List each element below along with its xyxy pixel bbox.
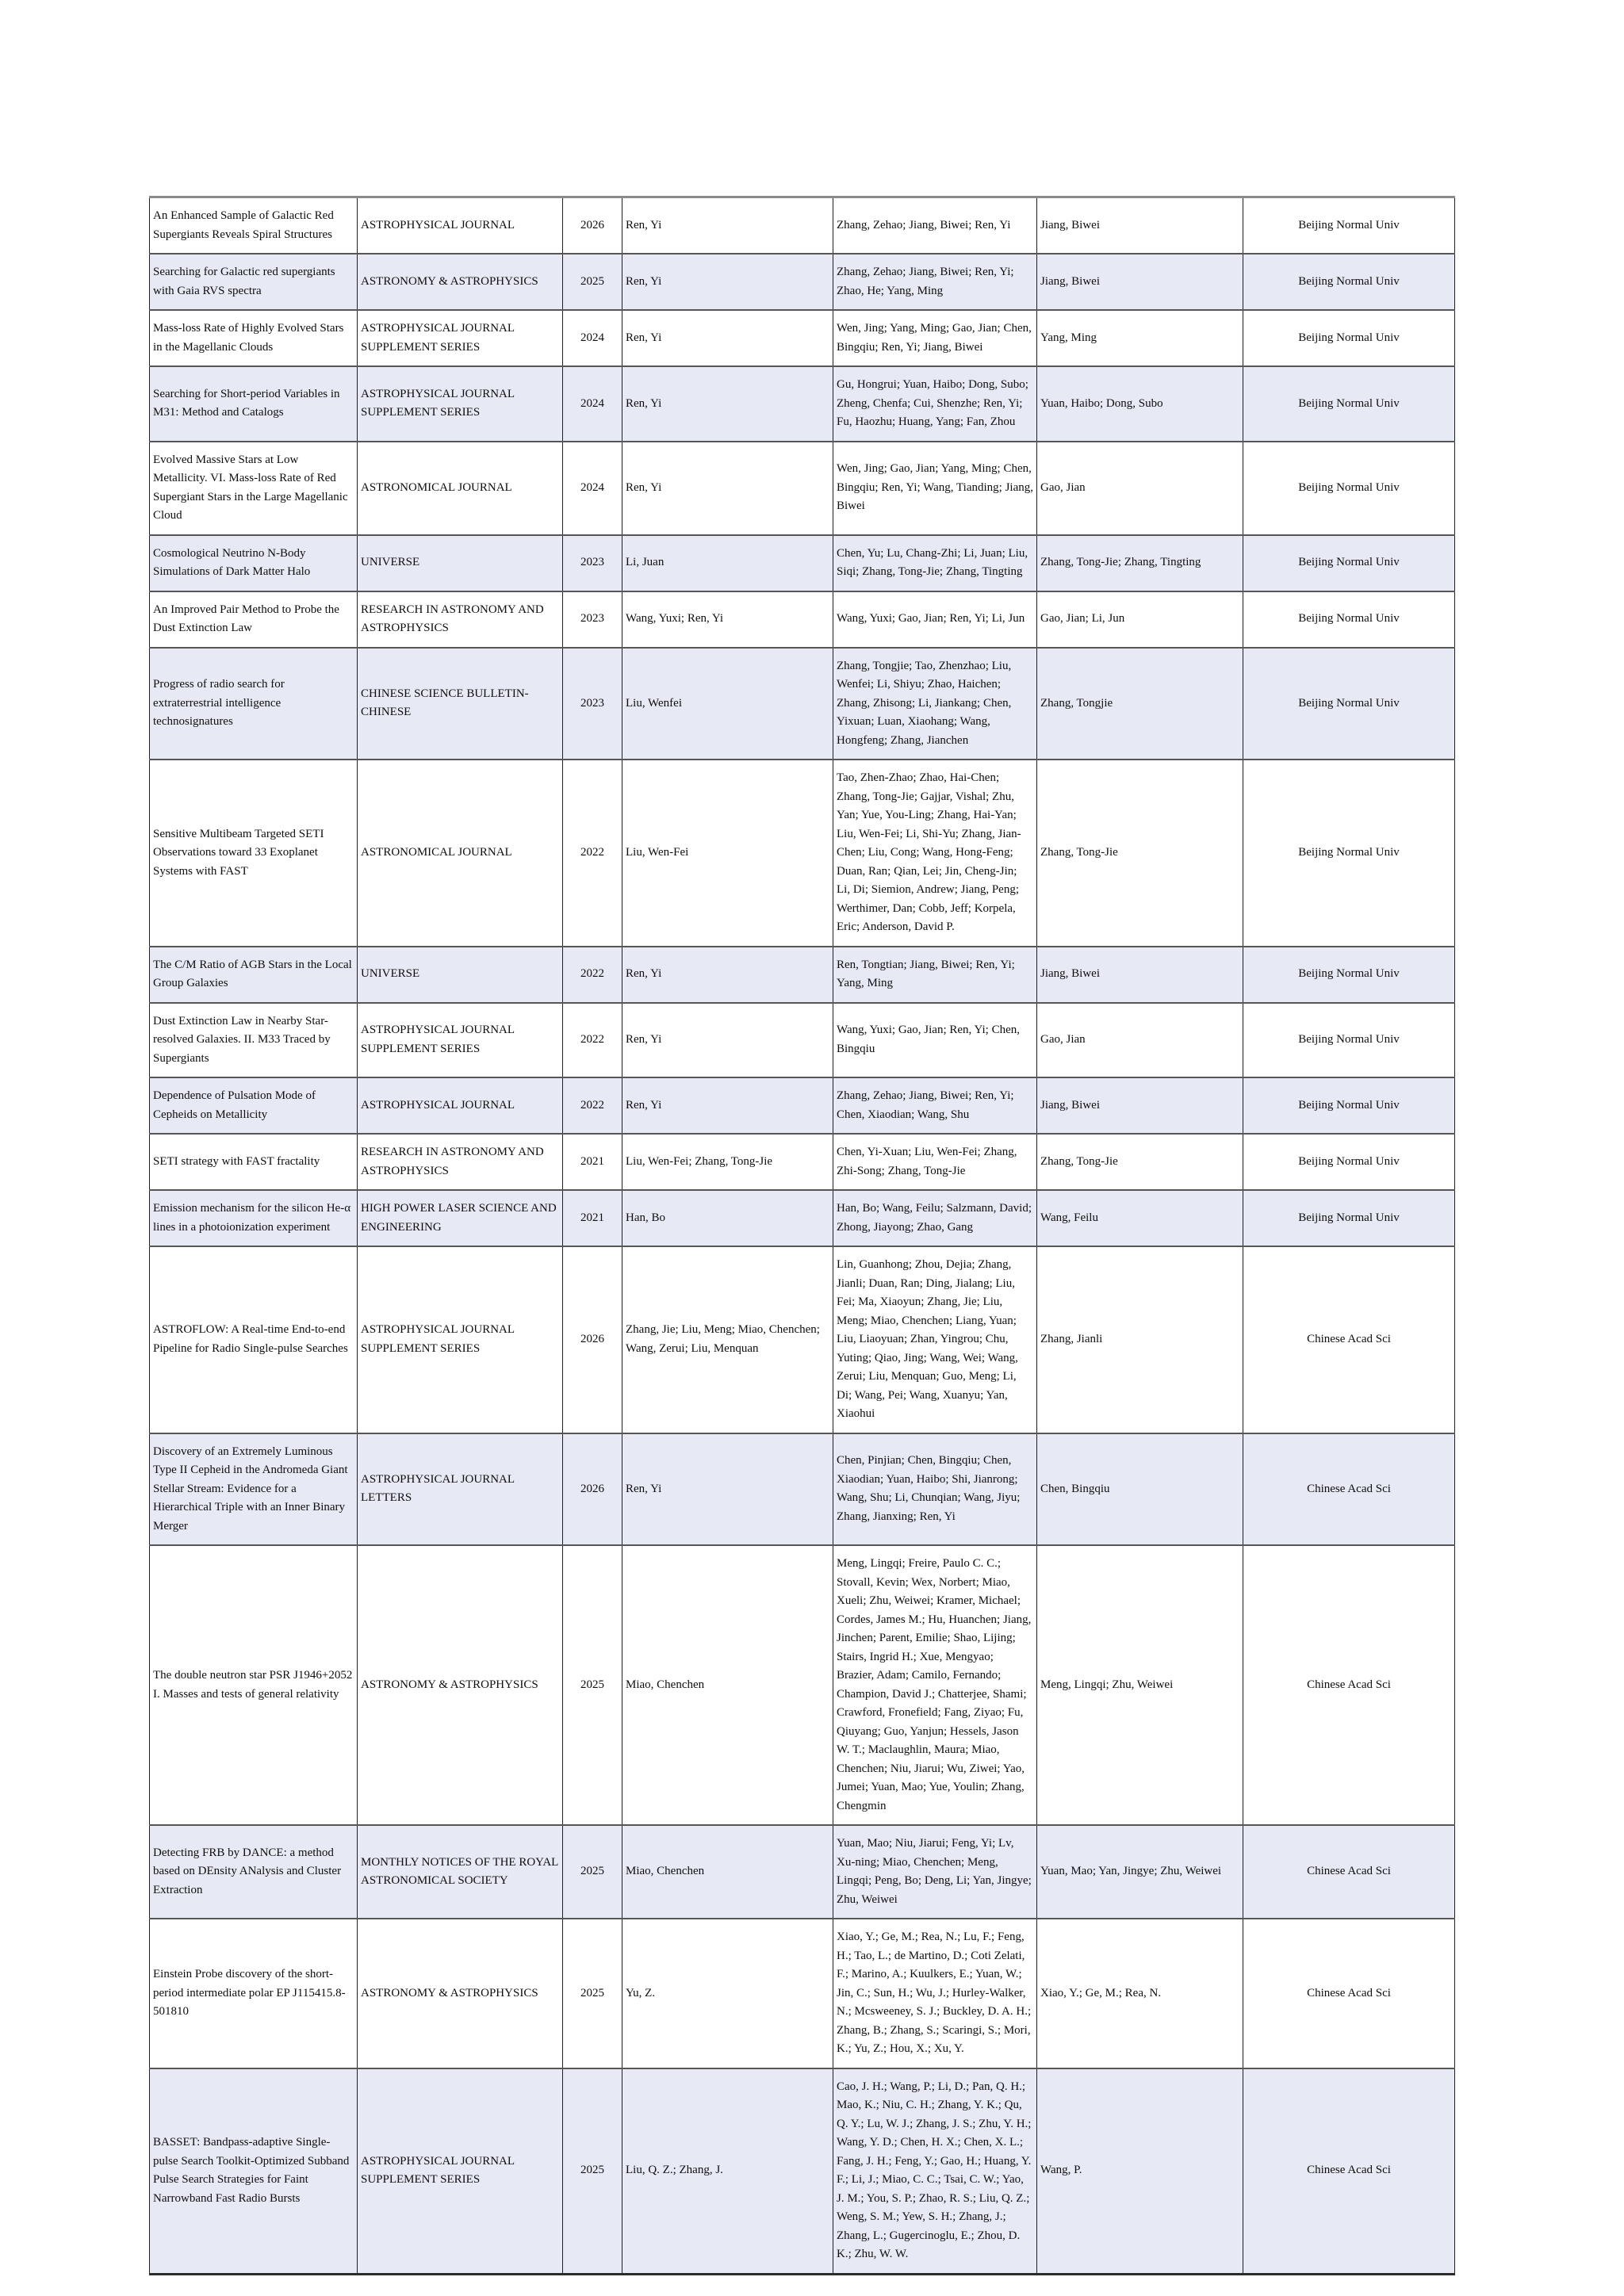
corresponding-authors-cell: Yuan, Haibo; Dong, Subo [1037,366,1243,442]
table-row [150,591,1455,648]
year-cell: 2026 [563,1246,622,1433]
journal-cell: MONTHLY NOTICES OF THE ROYAL ASTRONOMICAL SOCIETY [358,1825,563,1919]
affiliation-cell: Beijing Normal Univ [1243,591,1455,648]
all-authors-cell: Wang, Yuxi; Gao, Jian; Ren, Yi; Li, Jun [833,591,1037,648]
table-row [150,1433,1455,1546]
journal-cell: ASTRONOMY & ASTROPHYSICS [358,254,563,310]
authors-cell: Han, Bo [622,1190,833,1246]
paper-title-cell: An Enhanced Sample of Galactic Red Supergiants Reveals Spiral Structures [150,197,358,254]
authors-cell: Li, Juan [622,535,833,591]
year-cell: 2023 [563,535,622,591]
paper-title-cell: Sensitive Multibeam Targeted SETI Observations toward 33 Exoplanet Systems with FAST [150,760,358,947]
paper-title-cell: Dust Extinction Law in Nearby Star-resolved Galaxies. II. M33 Traced by Supergiants [150,1003,358,1078]
journal-cell: ASTROPHYSICAL JOURNAL [358,197,563,254]
journal-cell: ASTROPHYSICAL JOURNAL SUPPLEMENT SERIES [358,1246,563,1433]
journal-cell: UNIVERSE [358,535,563,591]
corresponding-authors-cell: Gao, Jian; Li, Jun [1037,591,1243,648]
affiliation-cell: Beijing Normal Univ [1243,1003,1455,1078]
corresponding-authors-cell: Zhang, Jianli [1037,1246,1243,1433]
authors-cell: Ren, Yi [622,1077,833,1134]
table-row [150,1077,1455,1134]
affiliation-cell: Chinese Acad Sci [1243,1919,1455,2068]
journal-cell: ASTRONOMY & ASTROPHYSICS [358,1919,563,2068]
affiliation-cell: Beijing Normal Univ [1243,254,1455,310]
journal-cell: ASTROPHYSICAL JOURNAL SUPPLEMENT SERIES [358,310,563,366]
all-authors-cell: Wen, Jing; Yang, Ming; Gao, Jian; Chen, Bingqiu; Ren, Yi; Jiang, Biwei [833,310,1037,366]
journal-cell: ASTRONOMICAL JOURNAL [358,442,563,535]
affiliation-cell: Chinese Acad Sci [1243,1246,1455,1433]
table-row [150,947,1455,1003]
year-cell: 2024 [563,310,622,366]
corresponding-authors-cell: Zhang, Tong-Jie [1037,1134,1243,1190]
affiliation-cell: Beijing Normal Univ [1243,648,1455,760]
table-row [150,442,1455,535]
corresponding-authors-cell: Zhang, Tong-Jie; Zhang, Tingting [1037,535,1243,591]
authors-cell: Ren, Yi [622,1433,833,1546]
table-row [150,648,1455,760]
journal-cell: ASTRONOMICAL JOURNAL [358,760,563,947]
journal-cell: ASTROPHYSICAL JOURNAL SUPPLEMENT SERIES [358,366,563,442]
table-row [150,1134,1455,1190]
journal-cell: ASTRONOMY & ASTROPHYSICS [358,1545,563,1825]
year-cell: 2026 [563,197,622,254]
corresponding-authors-cell: Wang, Feilu [1037,1190,1243,1246]
all-authors-cell: Zhang, Zehao; Jiang, Biwei; Ren, Yi; Chen, Xiaodian; Wang, Shu [833,1077,1037,1134]
year-cell: 2022 [563,1077,622,1134]
paper-title-cell: Dependence of Pulsation Mode of Cepheids on Metallicity [150,1077,358,1134]
authors-cell: Ren, Yi [622,254,833,310]
corresponding-authors-cell: Gao, Jian [1037,1003,1243,1078]
corresponding-authors-cell: Meng, Lingqi; Zhu, Weiwei [1037,1545,1243,1825]
table-row [150,1545,1455,1825]
paper-title-cell: Searching for Galactic red supergiants with Gaia RVS spectra [150,254,358,310]
all-authors-cell: Lin, Guanhong; Zhou, Dejia; Zhang, Jianli; Duan, Ran; Ding, Jialang; Liu, Fei; Ma, Xiaoyun; Zhang, Jie; Liu, Meng; Miao, Chenchen; Liang, Yuan; Liu, Liaoyuan; Zhan, Yingrou; Chu, Yuting; Qiao, Jing; Wang, Wei; Wang, Zerui; Liu, Menquan; Guo, Meng; Li, Di; Wang, Pei; Wang, Xuanyu; Yan, Xiaohui [833,1246,1037,1433]
corresponding-authors-cell: Chen, Bingqiu [1037,1433,1243,1546]
all-authors-cell: Zhang, Zehao; Jiang, Biwei; Ren, Yi [833,197,1037,254]
corresponding-authors-cell: Jiang, Biwei [1037,197,1243,254]
paper-title-cell: Cosmological Neutrino N-Body Simulations of Dark Matter Halo [150,535,358,591]
affiliation-cell: Chinese Acad Sci [1243,1433,1455,1546]
corresponding-authors-cell: Jiang, Biwei [1037,1077,1243,1134]
authors-cell: Liu, Wen-Fei [622,760,833,947]
paper-title-cell: Mass-loss Rate of Highly Evolved Stars in the Magellanic Clouds [150,310,358,366]
authors-cell: Ren, Yi [622,442,833,535]
year-cell: 2025 [563,1545,622,1825]
publications-table [149,196,1455,2275]
authors-cell: Ren, Yi [622,197,833,254]
authors-cell: Liu, Q. Z.; Zhang, J. [622,2068,833,2275]
corresponding-authors-cell: Zhang, Tong-Jie [1037,760,1243,947]
journal-cell: ASTROPHYSICAL JOURNAL [358,1077,563,1134]
authors-cell: Yu, Z. [622,1919,833,2068]
authors-cell: Liu, Wenfei [622,648,833,760]
affiliation-cell: Chinese Acad Sci [1243,1825,1455,1919]
all-authors-cell: Xiao, Y.; Ge, M.; Rea, N.; Lu, F.; Feng, H.; Tao, L.; de Martino, D.; Coti Zelati, F.; Marino, A.; Kuulkers, E.; Yuan, W.; Jin, C.; Sun, H.; Wu, J.; Hurley-Walker, N.; Mcsweeney, S. J.; Buckley, D. A. H.; Zhang, B.; Zhang, S.; Scaringi, S.; Mori, K.; Yu, Z.; Hou, X.; Xu, Y. [833,1919,1037,2068]
paper-title-cell: Einstein Probe discovery of the short-period intermediate polar EP J115415.8-501810 [150,1919,358,2068]
affiliation-cell: Beijing Normal Univ [1243,442,1455,535]
corresponding-authors-cell: Xiao, Y.; Ge, M.; Rea, N. [1037,1919,1243,2068]
affiliation-cell: Beijing Normal Univ [1243,1134,1455,1190]
all-authors-cell: Wang, Yuxi; Gao, Jian; Ren, Yi; Chen, Bingqiu [833,1003,1037,1078]
affiliation-cell: Chinese Acad Sci [1243,2068,1455,2275]
paper-title-cell: ASTROFLOW: A Real-time End-to-end Pipeline for Radio Single-pulse Searches [150,1246,358,1433]
paper-title-cell: Emission mechanism for the silicon He-α lines in a photoionization experiment [150,1190,358,1246]
year-cell: 2022 [563,760,622,947]
paper-title-cell: SETI strategy with FAST fractality [150,1134,358,1190]
paper-title-cell: Detecting FRB by DANCE: a method based on DEnsity ANalysis and Cluster Extraction [150,1825,358,1919]
year-cell: 2021 [563,1190,622,1246]
year-cell: 2025 [563,2068,622,2275]
affiliation-cell: Beijing Normal Univ [1243,760,1455,947]
affiliation-cell: Beijing Normal Univ [1243,366,1455,442]
all-authors-cell: Ren, Tongtian; Jiang, Biwei; Ren, Yi; Yang, Ming [833,947,1037,1003]
journal-cell: ASTROPHYSICAL JOURNAL SUPPLEMENT SERIES [358,2068,563,2275]
journal-cell: RESEARCH IN ASTRONOMY AND ASTROPHYSICS [358,1134,563,1190]
year-cell: 2023 [563,648,622,760]
paper-title-cell: Searching for Short-period Variables in M31: Method and Catalogs [150,366,358,442]
affiliation-cell: Beijing Normal Univ [1243,947,1455,1003]
all-authors-cell: Yuan, Mao; Niu, Jiarui; Feng, Yi; Lv, Xu-ning; Miao, Chenchen; Meng, Lingqi; Peng, Bo; Deng, Li; Yan, Jingye; Zhu, Weiwei [833,1825,1037,1919]
table-row [150,197,1455,254]
year-cell: 2023 [563,591,622,648]
table-row [150,366,1455,442]
authors-cell: Zhang, Jie; Liu, Meng; Miao, Chenchen; Wang, Zerui; Liu, Menquan [622,1246,833,1433]
table-row [150,760,1455,947]
year-cell: 2025 [563,1825,622,1919]
all-authors-cell: Meng, Lingqi; Freire, Paulo C. C.; Stovall, Kevin; Wex, Norbert; Miao, Xueli; Zhu, Weiwei; Kramer, Michael; Cordes, James M.; Hu, Huanchen; Jiang, Jinchen; Parent, Emilie; Shao, Lijing; Stairs, Ingrid H.; Xue, Mengyao; Brazier, Adam; Camilo, Fernando; Champion, David J.; Chatterjee, Shami; Crawford, Fronefield; Fang, Ziyao; Fu, Qiuyang; Guo, Yanjun; Hessels, Jason W. T.; Maclaughlin, Maura; Miao, Chenchen; Niu, Jiarui; Wu, Ziwei; Yao, Jumei; Yuan, Mao; Yue, Youlin; Zhang, Chengmin [833,1545,1037,1825]
year-cell: 2025 [563,1919,622,2068]
affiliation-cell: Beijing Normal Univ [1243,1190,1455,1246]
all-authors-cell: Han, Bo; Wang, Feilu; Salzmann, David; Zhong, Jiayong; Zhao, Gang [833,1190,1037,1246]
all-authors-cell: Zhang, Zehao; Jiang, Biwei; Ren, Yi; Zhao, He; Yang, Ming [833,254,1037,310]
table-row [150,535,1455,591]
corresponding-authors-cell: Zhang, Tongjie [1037,648,1243,760]
authors-cell: Wang, Yuxi; Ren, Yi [622,591,833,648]
paper-title-cell: Evolved Massive Stars at Low Metallicity. VI. Mass-loss Rate of Red Supergiant Stars in the Large Magellanic Cloud [150,442,358,535]
journal-cell: CHINESE SCIENCE BULLETIN-CHINESE [358,648,563,760]
journal-cell: UNIVERSE [358,947,563,1003]
authors-cell: Ren, Yi [622,947,833,1003]
table-row [150,1190,1455,1246]
affiliation-cell: Beijing Normal Univ [1243,310,1455,366]
corresponding-authors-cell: Yang, Ming [1037,310,1243,366]
all-authors-cell: Cao, J. H.; Wang, P.; Li, D.; Pan, Q. H.; Mao, K.; Niu, C. H.; Zhang, Y. K.; Qu, Q. Y.; Lu, W. J.; Zhang, J. S.; Zhu, Y. H.; Wang, Y. D.; Chen, H. X.; Chen, X. L.; Fang, J. H.; Feng, Y.; Gao, H.; Huang, Y. F.; Li, J.; Miao, C. C.; Tsai, C. W.; Yao, J. M.; You, S. P.; Zhao, R. S.; Liu, Q. Z.; Weng, S. M.; Yew, S. H.; Zhang, J.; Zhang, L.; Gugercinoglu, E.; Zhou, D. K.; Zhu, W. W. [833,2068,1037,2275]
table-row [150,2068,1455,2275]
year-cell: 2021 [563,1134,622,1190]
all-authors-cell: Wen, Jing; Gao, Jian; Yang, Ming; Chen, Bingqiu; Ren, Yi; Wang, Tianding; Jiang, Biwei [833,442,1037,535]
table-row [150,310,1455,366]
publications-table-container [149,196,1456,2275]
all-authors-cell: Chen, Yi-Xuan; Liu, Wen-Fei; Zhang, Zhi-Song; Zhang, Tong-Jie [833,1134,1037,1190]
authors-cell: Ren, Yi [622,1003,833,1078]
authors-cell: Liu, Wen-Fei; Zhang, Tong-Jie [622,1134,833,1190]
corresponding-authors-cell: Wang, P. [1037,2068,1243,2275]
year-cell: 2026 [563,1433,622,1546]
table-row [150,1825,1455,1919]
authors-cell: Ren, Yi [622,366,833,442]
journal-cell: RESEARCH IN ASTRONOMY AND ASTROPHYSICS [358,591,563,648]
journal-cell: ASTROPHYSICAL JOURNAL LETTERS [358,1433,563,1546]
corresponding-authors-cell: Jiang, Biwei [1037,254,1243,310]
paper-title-cell: The double neutron star PSR J1946+2052 I. Masses and tests of general relativity [150,1545,358,1825]
paper-title-cell: Progress of radio search for extraterrestrial intelligence technosignatures [150,648,358,760]
year-cell: 2024 [563,366,622,442]
table-row [150,1003,1455,1078]
year-cell: 2022 [563,1003,622,1078]
year-cell: 2024 [563,442,622,535]
paper-title-cell: An Improved Pair Method to Probe the Dust Extinction Law [150,591,358,648]
all-authors-cell: Tao, Zhen-Zhao; Zhao, Hai-Chen; Zhang, Tong-Jie; Gajjar, Vishal; Zhu, Yan; Yue, You-Ling; Zhang, Hai-Yan; Liu, Wen-Fei; Li, Shi-Yu; Zhang, Jian-Chen; Liu, Cong; Wang, Hong-Feng; Duan, Ran; Qian, Lei; Jin, Cheng-Jin; Li, Di; Siemion, Andrew; Jiang, Peng; Werthimer, Dan; Cobb, Jeff; Korpela, Eric; Anderson, David P. [833,760,1037,947]
affiliation-cell: Chinese Acad Sci [1243,1545,1455,1825]
affiliation-cell: Beijing Normal Univ [1243,535,1455,591]
paper-title-cell: Discovery of an Extremely Luminous Type II Cepheid in the Andromeda Giant Stellar Stream: Evidence for a Hierarchical Triple with an Inner Binary Merger [150,1433,358,1546]
year-cell: 2025 [563,254,622,310]
journal-cell: ASTROPHYSICAL JOURNAL SUPPLEMENT SERIES [358,1003,563,1078]
paper-title-cell: The C/M Ratio of AGB Stars in the Local Group Galaxies [150,947,358,1003]
publications-table-body [150,197,1455,2275]
corresponding-authors-cell: Yuan, Mao; Yan, Jingye; Zhu, Weiwei [1037,1825,1243,1919]
journal-cell: HIGH POWER LASER SCIENCE AND ENGINEERING [358,1190,563,1246]
all-authors-cell: Gu, Hongrui; Yuan, Haibo; Dong, Subo; Zheng, Chenfa; Cui, Shenzhe; Ren, Yi; Fu, Haozhu; Huang, Yang; Fan, Zhou [833,366,1037,442]
affiliation-cell: Beijing Normal Univ [1243,1077,1455,1134]
paper-title-cell: BASSET: Bandpass-adaptive Single-pulse Search Toolkit-Optimized Subband Pulse Search Strategies for Faint Narrowband Fast Radio Bursts [150,2068,358,2275]
table-row [150,1919,1455,2068]
authors-cell: Ren, Yi [622,310,833,366]
table-row [150,1246,1455,1433]
all-authors-cell: Chen, Pinjian; Chen, Bingqiu; Chen, Xiaodian; Yuan, Haibo; Shi, Jianrong; Wang, Shu; Li, Chunqian; Wang, Jiyu; Zhang, Jianxing; Ren, Yi [833,1433,1037,1546]
affiliation-cell: Beijing Normal Univ [1243,197,1455,254]
table-row [150,254,1455,310]
year-cell: 2022 [563,947,622,1003]
authors-cell: Miao, Chenchen [622,1825,833,1919]
all-authors-cell: Zhang, Tongjie; Tao, Zhenzhao; Liu, Wenfei; Li, Shiyu; Zhao, Haichen; Zhang, Zhisong; Li, Jiankang; Chen, Yixuan; Luan, Xiaohang; Wang, Hongfeng; Zhang, Jianchen [833,648,1037,760]
authors-cell: Miao, Chenchen [622,1545,833,1825]
all-authors-cell: Chen, Yu; Lu, Chang-Zhi; Li, Juan; Liu, Siqi; Zhang, Tong-Jie; Zhang, Tingting [833,535,1037,591]
corresponding-authors-cell: Gao, Jian [1037,442,1243,535]
corresponding-authors-cell: Jiang, Biwei [1037,947,1243,1003]
